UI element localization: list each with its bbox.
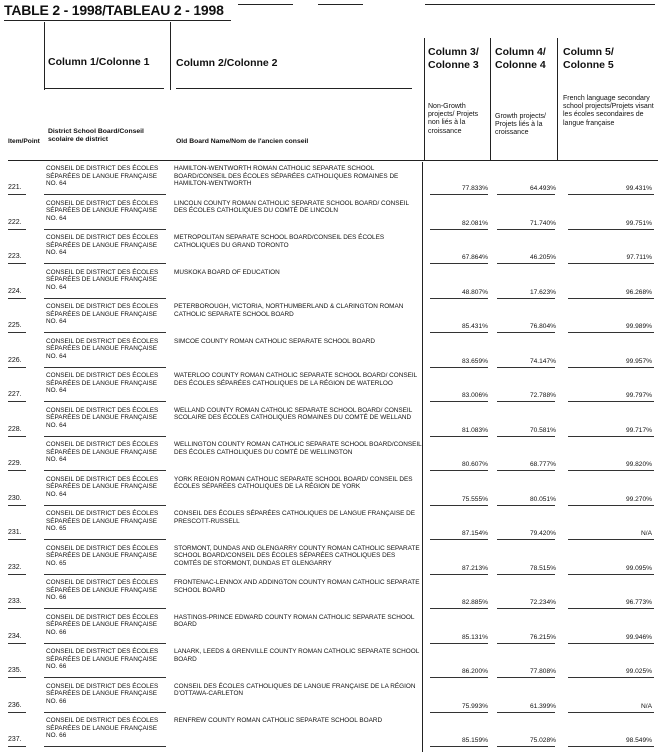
growth-value: 79.420% xyxy=(529,530,556,537)
row-underline xyxy=(44,298,166,299)
french-secondary-value: 99.025% xyxy=(625,668,652,675)
row-underline xyxy=(497,608,555,609)
french-secondary-value: 96.268% xyxy=(625,288,652,296)
column-divider xyxy=(422,162,423,752)
row-underline xyxy=(430,470,488,471)
non-growth-value: 83.659% xyxy=(461,357,488,365)
row-underline xyxy=(430,574,488,575)
row-underline xyxy=(44,539,166,540)
growth-value: 68.777% xyxy=(529,461,556,468)
old-board-name: MUSKOKA BOARD OF EDUCATION xyxy=(174,268,280,276)
french-secondary-value: 99.989% xyxy=(625,323,652,330)
growth-value: 72.234% xyxy=(529,599,556,606)
item-number: 234. xyxy=(8,632,22,640)
row-underline xyxy=(44,401,166,402)
row-underline xyxy=(44,229,166,230)
row-underline xyxy=(8,436,26,437)
non-growth-value: 87.213% xyxy=(461,564,488,572)
old-board-name: WELLINGTON COUNTY ROMAN CATHOLIC SEPARATE SCHOOL BOARD/CONSEIL DES ÉCOLES CATHOLIQUES DU COMTÉ DE WELLINGTON xyxy=(174,441,422,456)
row-underline xyxy=(497,367,555,368)
row-underline xyxy=(430,436,488,437)
french-secondary-value: 98.549% xyxy=(625,737,652,744)
growth-value: 70.581% xyxy=(529,426,556,434)
non-growth-value: 81.083% xyxy=(461,426,488,434)
district-board-name: CONSEIL DE DISTRICT DES ÉCOLES SÉPARÉES DE LANGUE FRANÇAISE NO. 64 xyxy=(46,234,159,257)
item-number: 231. xyxy=(8,529,22,536)
non-growth-value: 86.200% xyxy=(461,668,488,675)
column-2-header: Column 2/Colonne 2 xyxy=(176,57,278,69)
old-board-name: HAMILTON-WENTWORTH ROMAN CATHOLIC SEPARATE SCHOOL BOARD/CONSEIL DES ÉCOLES SÉPARÉES CATHOLIQUES ROMAINES DE HAMILTON-WENTWORTH xyxy=(174,165,399,188)
row-underline xyxy=(568,229,654,230)
row-underline xyxy=(8,367,26,368)
row-underline xyxy=(44,574,166,575)
old-board-label: Old Board Name/Nom de l'ancien conseil xyxy=(176,138,309,145)
district-board-name: CONSEIL DE DISTRICT DES ÉCOLES SÉPARÉES DE LANGUE FRANÇAISE NO. 64 xyxy=(46,441,159,464)
growth-value: 76.804% xyxy=(529,323,556,330)
district-board-name: CONSEIL DE DISTRICT DES ÉCOLES SÉPARÉES DE LANGUE FRANÇAISE NO. 65 xyxy=(46,544,159,567)
row-underline xyxy=(8,470,26,471)
district-board-name: CONSEIL DE DISTRICT DES ÉCOLES SÉPARÉES DE LANGUE FRANÇAISE NO. 66 xyxy=(46,648,159,671)
column-3-header: Column 3/ Colonne 3 xyxy=(428,46,479,71)
french-secondary-value: 96.773% xyxy=(625,599,652,606)
row-underline xyxy=(430,677,488,678)
french-secondary-value: 99.095% xyxy=(625,564,652,572)
old-board-name: STORMONT, DUNDAS AND GLENGARRY COUNTY ROMAN CATHOLIC SEPARATE SCHOOL BOARD/CONSEIL DES ÉCOLES SÉPARÉES CATHOLIQUES DES COMTÉS DE STORMONT, DUNDAS ET GLENGARRY xyxy=(174,544,420,567)
header-rule xyxy=(425,4,655,5)
district-board-name: CONSEIL DE DISTRICT DES ÉCOLES SÉPARÉES DE LANGUE FRANÇAISE NO. 66 xyxy=(46,717,159,740)
non-growth-value: 85.431% xyxy=(461,323,488,330)
non-growth-value: 85.159% xyxy=(461,737,488,744)
row-underline xyxy=(497,194,555,195)
column-5-description: French language secondary school projects/Projets visant les écoles secondaires de langue française xyxy=(563,95,654,127)
old-board-name: METROPOLITAN SEPARATE SCHOOL BOARD/CONSEIL DES ÉCOLES CATHOLIQUES DU GRAND TORONTO xyxy=(174,234,385,249)
row-underline xyxy=(497,263,555,264)
row-underline xyxy=(8,401,26,402)
item-number: 232. xyxy=(8,563,22,571)
header-rule xyxy=(8,160,658,161)
item-number: 221. xyxy=(8,184,22,191)
growth-value: 72.788% xyxy=(529,392,556,399)
french-secondary-value: 99.820% xyxy=(625,461,652,468)
district-board-name: CONSEIL DE DISTRICT DES ÉCOLES SÉPARÉES DE LANGUE FRANÇAISE NO. 66 xyxy=(46,579,159,602)
row-underline xyxy=(568,643,654,644)
row-underline xyxy=(568,470,654,471)
growth-value: 61.399% xyxy=(529,702,556,710)
row-underline xyxy=(497,574,555,575)
row-underline xyxy=(8,194,26,195)
district-board-name: CONSEIL DE DISTRICT DES ÉCOLES SÉPARÉES DE LANGUE FRANÇAISE NO. 64 xyxy=(46,268,159,291)
old-board-name: RENFREW COUNTY ROMAN CATHOLIC SEPARATE SCHOOL BOARD xyxy=(174,717,383,724)
growth-value: 71.740% xyxy=(529,219,556,227)
growth-value: 46.205% xyxy=(529,254,556,261)
header-rule xyxy=(318,4,363,5)
item-number: 237. xyxy=(8,736,22,743)
column-divider xyxy=(424,38,425,160)
item-number: 230. xyxy=(8,494,22,502)
row-underline xyxy=(8,574,26,575)
row-underline xyxy=(44,367,166,368)
district-board-name: CONSEIL DE DISTRICT DES ÉCOLES SÉPARÉES DE LANGUE FRANÇAISE NO. 64 xyxy=(46,165,159,188)
french-secondary-value: 99.797% xyxy=(625,392,652,399)
row-underline xyxy=(430,332,488,333)
old-board-name: LINCOLN COUNTY ROMAN CATHOLIC SEPARATE SCHOOL BOARD/ CONSEIL DES ÉCOLES CATHOLIQUES DU COMTÉ DE LINCOLN xyxy=(174,199,409,215)
row-underline xyxy=(430,539,488,540)
item-number: 224. xyxy=(8,287,22,295)
french-secondary-value: N/A xyxy=(641,530,652,537)
row-underline xyxy=(430,643,488,644)
item-number: 229. xyxy=(8,460,22,467)
row-underline xyxy=(568,712,654,713)
column-divider xyxy=(557,38,558,160)
header-rule xyxy=(176,88,412,89)
district-board-name: CONSEIL DE DISTRICT DES ÉCOLES SÉPARÉES DE LANGUE FRANÇAISE NO. 65 xyxy=(46,510,159,533)
column-divider xyxy=(44,22,45,90)
non-growth-value: 82.081% xyxy=(461,219,488,227)
row-underline xyxy=(44,505,166,506)
row-underline xyxy=(8,643,26,644)
row-underline xyxy=(497,436,555,437)
row-underline xyxy=(44,712,166,713)
row-underline xyxy=(8,298,26,299)
item-number: 228. xyxy=(8,425,22,433)
column-divider xyxy=(490,38,491,160)
old-board-name: CONSEIL DES ÉCOLES SÉPARÉES CATHOLIQUES DE LANGUE FRANÇAISE DE PRESCOTT-RUSSELL xyxy=(174,510,416,525)
item-point-label: Item/Point xyxy=(8,138,40,145)
french-secondary-value: 99.946% xyxy=(625,633,652,641)
item-number: 227. xyxy=(8,391,22,398)
old-board-name: FRONTENAC-LENNOX AND ADDINGTON COUNTY ROMAN CATHOLIC SEPARATE SCHOOL BOARD xyxy=(174,579,420,594)
dsb-label: District School Board/Conseil scolaire de district xyxy=(48,128,144,144)
french-secondary-value: 99.751% xyxy=(625,219,652,227)
row-underline xyxy=(568,436,654,437)
old-board-name: SIMCOE COUNTY ROMAN CATHOLIC SEPARATE SCHOOL BOARD xyxy=(174,337,375,345)
row-underline xyxy=(430,194,488,195)
row-underline xyxy=(44,194,166,195)
french-secondary-value: 99.957% xyxy=(625,357,652,365)
old-board-name: WATERLOO COUNTY ROMAN CATHOLIC SEPARATE SCHOOL BOARD/ CONSEIL DES ÉCOLES SÉPARÉES CATHOLIQUES DE LA RÉGION DE WATERLOO xyxy=(174,372,417,387)
non-growth-value: 75.555% xyxy=(461,495,488,503)
district-board-name: CONSEIL DE DISTRICT DES ÉCOLES SÉPARÉES DE LANGUE FRANÇAISE NO. 64 xyxy=(46,372,159,395)
non-growth-value: 77.833% xyxy=(461,185,488,192)
french-secondary-value: 97.711% xyxy=(626,254,652,261)
row-underline xyxy=(44,746,166,747)
growth-value: 80.051% xyxy=(529,495,556,503)
row-underline xyxy=(8,229,26,230)
row-underline xyxy=(497,401,555,402)
district-board-name: CONSEIL DE DISTRICT DES ÉCOLES SÉPARÉES DE LANGUE FRANÇAISE NO. 66 xyxy=(46,682,159,705)
row-underline xyxy=(44,436,166,437)
growth-value: 64.493% xyxy=(529,185,556,192)
item-number: 226. xyxy=(8,356,22,364)
non-growth-value: 87.154% xyxy=(461,530,488,537)
row-underline xyxy=(44,470,166,471)
row-underline xyxy=(8,746,26,747)
row-underline xyxy=(497,332,555,333)
row-underline xyxy=(8,263,26,264)
non-growth-value: 67.864% xyxy=(461,254,488,261)
district-board-name: CONSEIL DE DISTRICT DES ÉCOLES SÉPARÉES DE LANGUE FRANÇAISE NO. 64 xyxy=(46,303,159,326)
row-underline xyxy=(568,677,654,678)
growth-value: 17.623% xyxy=(529,288,556,296)
non-growth-value: 85.131% xyxy=(461,633,488,641)
row-underline xyxy=(430,263,488,264)
growth-value: 76.215% xyxy=(529,633,556,641)
item-number: 236. xyxy=(8,701,22,709)
row-underline xyxy=(497,298,555,299)
row-underline xyxy=(568,746,654,747)
growth-value: 74.147% xyxy=(529,357,556,365)
column-4-header: Column 4/ Colonne 4 xyxy=(495,46,546,71)
row-underline xyxy=(568,367,654,368)
french-secondary-value: 99.717% xyxy=(625,426,652,434)
old-board-name: HASTINGS-PRINCE EDWARD COUNTY ROMAN CATHOLIC SEPARATE SCHOOL BOARD xyxy=(174,613,415,629)
row-underline xyxy=(430,229,488,230)
row-underline xyxy=(8,677,26,678)
row-underline xyxy=(430,712,488,713)
old-board-name: WELLAND COUNTY ROMAN CATHOLIC SEPARATE SCHOOL BOARD/ CONSEIL SCOLAIRE DES ÉCOLES CATHOLIQUES ROMAINES DU COMTÉ DE WELLAND xyxy=(174,406,413,422)
item-number: 235. xyxy=(8,667,22,674)
header-rule xyxy=(44,88,164,89)
row-underline xyxy=(8,332,26,333)
row-underline xyxy=(44,677,166,678)
column-5-header: Column 5/ Colonne 5 xyxy=(563,46,614,71)
growth-value: 78.515% xyxy=(529,564,556,572)
row-underline xyxy=(44,608,166,609)
non-growth-value: 48.807% xyxy=(461,288,488,296)
french-secondary-value: N/A xyxy=(641,702,652,710)
district-board-name: CONSEIL DE DISTRICT DES ÉCOLES SÉPARÉES DE LANGUE FRANÇAISE NO. 64 xyxy=(46,475,159,498)
old-board-name: CONSEIL DES ÉCOLES CATHOLIQUES DE LANGUE FRANÇAISE DE LA RÉGION D'OTTAWA-CARLETON xyxy=(174,682,416,698)
old-board-name: PETERBOROUGH, VICTORIA, NORTHUMBERLAND & CLARINGTON ROMAN CATHOLIC SEPARATE SCHOOL BOARD xyxy=(174,303,404,318)
row-underline xyxy=(568,539,654,540)
row-underline xyxy=(568,263,654,264)
row-underline xyxy=(430,401,488,402)
district-board-name: CONSEIL DE DISTRICT DES ÉCOLES SÉPARÉES DE LANGUE FRANÇAISE NO. 64 xyxy=(46,199,159,222)
row-underline xyxy=(568,401,654,402)
growth-value: 75.028% xyxy=(529,737,556,744)
row-underline xyxy=(8,608,26,609)
non-growth-value: 83.006% xyxy=(461,392,488,399)
column-3-description: Non-Growth projects/ Projets non liés à la croissance xyxy=(428,103,479,135)
row-underline xyxy=(497,539,555,540)
column-divider xyxy=(170,22,171,90)
row-underline xyxy=(568,332,654,333)
column-1-header: Column 1/Colonne 1 xyxy=(48,56,150,68)
row-underline xyxy=(497,470,555,471)
row-underline xyxy=(497,643,555,644)
growth-value: 77.808% xyxy=(529,668,556,675)
row-underline xyxy=(44,643,166,644)
header-rule xyxy=(238,4,293,5)
row-underline xyxy=(430,505,488,506)
row-underline xyxy=(44,332,166,333)
row-underline xyxy=(568,298,654,299)
old-board-name: YORK REGION ROMAN CATHOLIC SEPARATE SCHOOL BOARD/ CONSEIL DES ÉCOLES SÉPARÉES CATHOLIQUES DE LA RÉGION DE YORK xyxy=(174,475,413,491)
page-title: TABLE 2 - 1998/TABLEAU 2 - 1998 xyxy=(4,2,224,18)
french-secondary-value: 99.270% xyxy=(625,495,652,503)
row-underline xyxy=(497,746,555,747)
row-underline xyxy=(430,608,488,609)
row-underline xyxy=(568,505,654,506)
row-underline xyxy=(497,505,555,506)
row-underline xyxy=(568,574,654,575)
row-underline xyxy=(497,677,555,678)
row-underline xyxy=(568,608,654,609)
district-board-name: CONSEIL DE DISTRICT DES ÉCOLES SÉPARÉES DE LANGUE FRANÇAISE NO. 64 xyxy=(46,337,159,360)
row-underline xyxy=(8,712,26,713)
item-number: 225. xyxy=(8,322,22,329)
row-underline xyxy=(568,194,654,195)
district-board-name: CONSEIL DE DISTRICT DES ÉCOLES SÉPARÉES DE LANGUE FRANÇAISE NO. 64 xyxy=(46,406,159,429)
row-underline xyxy=(8,539,26,540)
row-underline xyxy=(497,712,555,713)
row-underline xyxy=(44,263,166,264)
item-number: 233. xyxy=(8,598,22,605)
non-growth-value: 82.885% xyxy=(461,599,488,606)
district-board-name: CONSEIL DE DISTRICT DES ÉCOLES SÉPARÉES DE LANGUE FRANÇAISE NO. 66 xyxy=(46,613,159,636)
row-underline xyxy=(430,298,488,299)
item-number: 222. xyxy=(8,218,22,226)
column-4-description: Growth projects/ Projets liés à la croissance xyxy=(495,113,546,137)
row-underline xyxy=(497,229,555,230)
row-underline xyxy=(430,367,488,368)
row-underline xyxy=(430,746,488,747)
non-growth-value: 75.993% xyxy=(461,702,488,710)
header-rule xyxy=(4,20,231,21)
item-number: 223. xyxy=(8,253,22,260)
french-secondary-value: 99.431% xyxy=(625,185,652,192)
non-growth-value: 80.607% xyxy=(461,461,488,468)
old-board-name: LANARK, LEEDS & GRENVILLE COUNTY ROMAN CATHOLIC SEPARATE SCHOOL BOARD xyxy=(174,648,420,663)
row-underline xyxy=(8,505,26,506)
